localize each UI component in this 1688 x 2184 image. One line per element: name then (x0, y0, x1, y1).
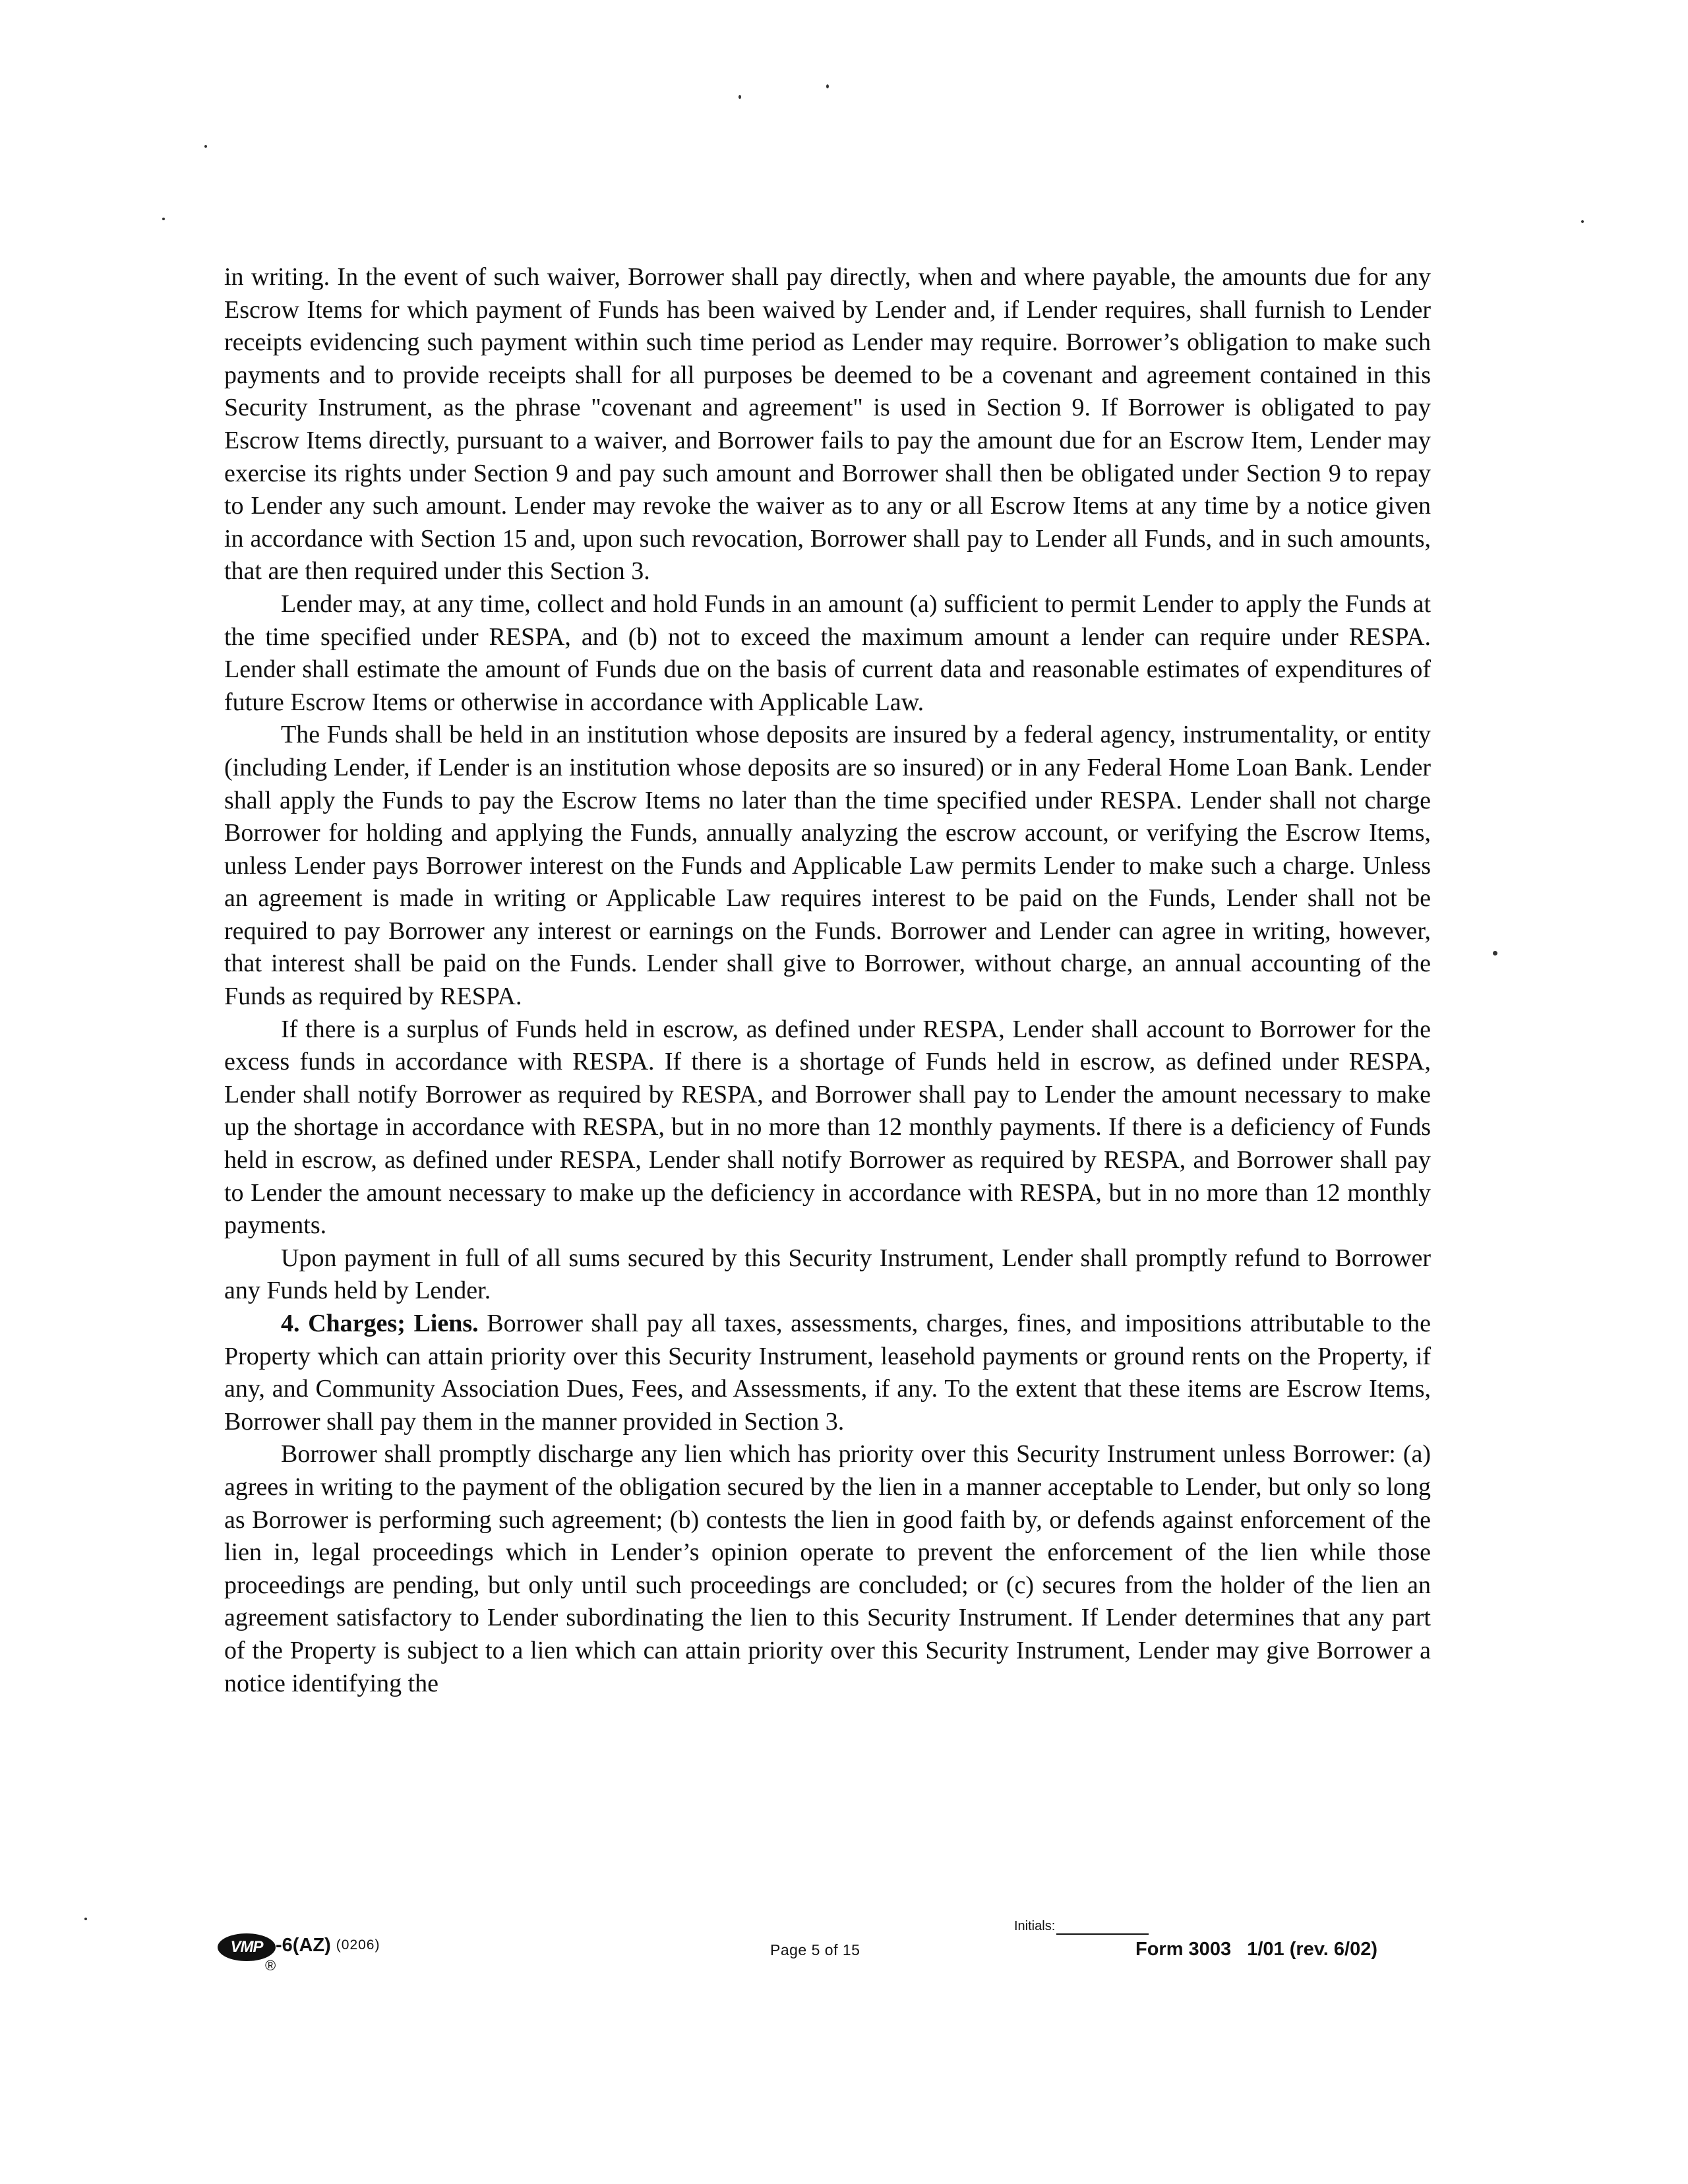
paragraph-funds-held: The Funds shall be held in an institution whose deposits are insured by a federal agency, instrumentality, or entity (including Lender, if Lender is an institution whose deposits are so insured) or in any Federal Home Loan Bank. Lender shall apply the Funds to pay the Escrow Items no later than the time specified under RESPA. Lender shall not charge Borrower for holding and applying the Funds, annually analyzing the escrow account, or verifying the Escrow Items, unless Lender pays Borrower interest on the Funds and Applicable Law permits Lender to make such a charge. Unless an agreement is made in writing or Applicable Law requires interest to be paid on the Funds, Lender shall not be required to pay Borrower any interest or earnings on the Funds. Borrower and Lender can agree in writing, however, that interest shall be paid on the Funds. Lender shall give to Borrower, without charge, an annual accounting of the Funds as required by RESPA. (224, 721, 1431, 1011)
paragraph-refund: Upon payment in full of all sums secured by this Security Instrument, Lender shall promptly refund to Borrower any Funds held by Lender. (224, 1244, 1431, 1305)
form-number: Form 3003 1/01 (rev. 6/02) (1135, 1939, 1378, 1960)
paragraph-discharge-lien: Borrower shall promptly discharge any lien which has priority over this Security Instrument unless Borrower: (a) agrees in writing to the payment of the obligation secured by the lien in a manner acceptable to Lender, but only so long as Borrower is performing such agreement; (b) contests the lien in good faith by, or defends against enforcement of the lien in, legal proceedings which in Lender’s opinion operate to prevent the enforcement of the lien while those proceedings are pending, but only until such proceedings are concluded; or (c) secures from the holder of the lien an agreement satisfactory to Lender subordinating the lien to this Security Instrument. If Lender determines that any part of the Property is subject to a lien which can attain priority over this Security Instrument, Lender may give Borrower a notice identifying the (224, 1440, 1431, 1697)
paragraph-charges-liens (224, 1308, 1431, 1438)
registered-mark: ® (265, 1957, 276, 1974)
initials-blank-line (1056, 1920, 1149, 1935)
paragraph-collect-funds: Lender may, at any time, collect and hold Funds in an amount (a) sufficient to permit Lender to apply the Funds at the time specified under RESPA, and (b) not to exceed the maximum amount a lender can require under RESPA. Lender shall estimate the amount of Funds due on the basis of current data and reasonable estimates of expenditures of future Escrow Items or otherwise in accordance with Applicable Law. (224, 590, 1431, 716)
scan-speck (1493, 951, 1497, 956)
scan-speck (162, 218, 165, 220)
document-body (224, 261, 1431, 1700)
form-code: -6(AZ) (276, 1935, 331, 1956)
form-identifier-left (218, 1932, 380, 1974)
paragraph-waiver-continuation: in writing. In the event of such waiver, Borrower shall pay directly, when and where payable, the amounts due for any Escrow Items for which payment of Funds has been waived by Lender and, if Lender requires, shall furnish to Lender receipts evidencing such payment within such time period as Lender may require. Borrower’s obligation to make such payments and to provide receipts shall for all purposes be deemed to be a covenant and agreement contained in this Security Instrument, as the phrase "covenant and agreement" is used in Section 9. If Borrower is obligated to pay Escrow Items directly, pursuant to a waiver, and Borrower fails to pay the amount due for an Escrow Item, Lender may exercise its rights under Section 9 and pay such amount and Borrower shall then be obligated under Section 9 to repay to Lender any such amount. Lender may revoke the waiver as to any or all Escrow Items at any time by a notice given in accordance with Section 15 and, upon such revocation, Borrower shall pay to Lender all Funds, and in such amounts, that are then required under this Section 3. (224, 263, 1431, 586)
form-code-revision: (0206) (336, 1937, 380, 1953)
vmp-logo-icon: VMP (218, 1933, 276, 1961)
paragraph-surplus-shortage: If there is a surplus of Funds held in escrow, as defined under RESPA, Lender shall account to Borrower for the excess funds in accordance with RESPA. If there is a shortage of Funds held in escrow, as defined under RESPA, Lender shall notify Borrower as required by RESPA, and Borrower shall pay to Lender the amount necessary to make up the shortage in accordance with RESPA, but in no more than 12 monthly payments. If there is a deficiency of Funds held in escrow, as defined under RESPA, Lender shall notify Borrower as required by RESPA, and Borrower shall pay to Lender the amount necessary to make up the deficiency in accordance with RESPA, but in no more than 12 monthly payments. (224, 1015, 1431, 1240)
paragraph-charges-liens-text: Borrower shall pay all taxes, assessments, charges, fines, and impositions attributable to the Property which can attain priority over this Security Instrument, leasehold payments or ground rents on the Property, if any, and Community Association Dues, Fees, and Assessments, if any. To the extent that these items are Escrow Items, Borrower shall pay them in the manner provided in Section 3. (224, 1310, 1431, 1436)
vmp-logo (218, 1932, 281, 1974)
scan-speck (826, 84, 829, 88)
scan-speck (1581, 220, 1584, 223)
section-heading-charges-liens: 4. Charges; Liens. (281, 1310, 479, 1337)
scan-speck (738, 95, 741, 99)
initials-field (1014, 1918, 1149, 1935)
page-number: Page 5 of 15 (770, 1941, 860, 1958)
initials-label: Initials: (1014, 1919, 1056, 1933)
page-footer (0, 1918, 1688, 1977)
scan-speck (204, 145, 207, 148)
